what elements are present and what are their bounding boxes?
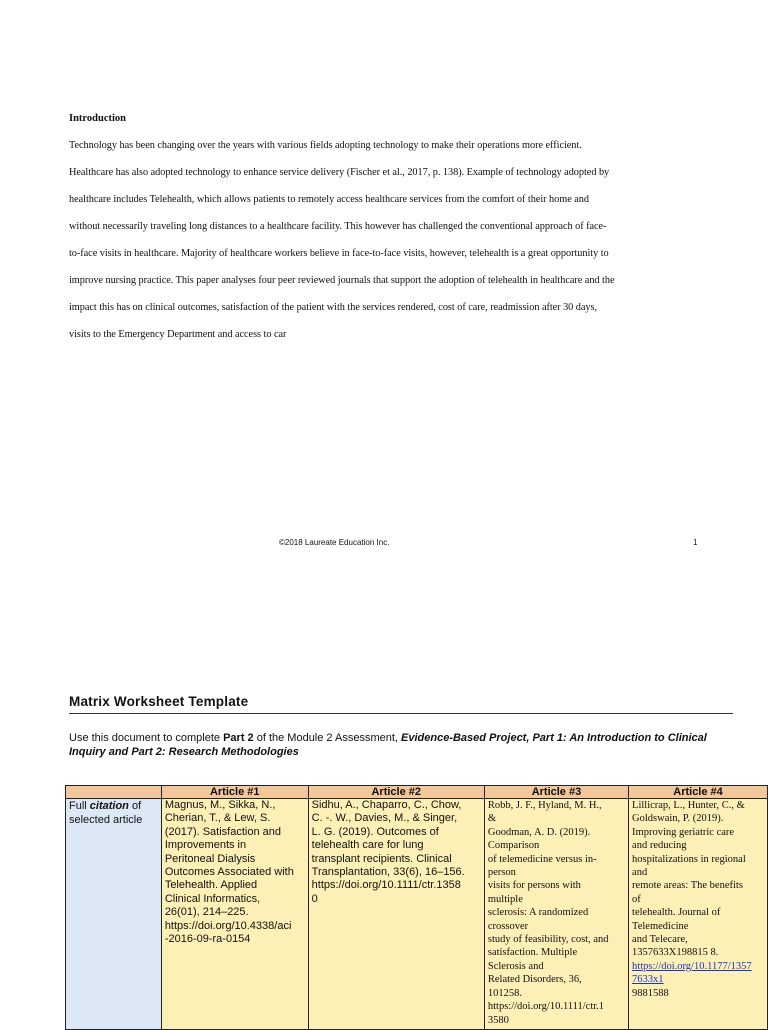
citation-line: study of feasibility, cost, and <box>487 934 609 946</box>
citation-line: telehealth care for lung <box>311 839 424 852</box>
article-4-header: Article #4 <box>629 786 768 799</box>
matrix-table <box>65 785 768 1030</box>
citation-line: telehealth. Journal of <box>632 907 721 919</box>
citation-line: Telehealth. Applied <box>164 879 258 892</box>
footer-copyright: ©2018 Laureate Education Inc. <box>279 538 390 547</box>
matrix-header-row <box>66 786 768 799</box>
citation-line: and reducing <box>632 840 687 852</box>
citation-line: sclerosis: A randomized <box>487 907 589 919</box>
citation-line: 0 <box>311 892 318 905</box>
doi-link[interactable]: 7633x1 <box>632 974 664 986</box>
citation-line: of telemedicine versus in- <box>487 853 597 865</box>
article-2-header: Article #2 <box>308 786 484 799</box>
intro-line: Technology has been changing over the years with various fields adopting technology to make their operations more efficient. <box>69 140 582 151</box>
citation-line: Robb, J. F., Hyland, M. H., <box>487 800 602 811</box>
instructions-prefix: Use this document to complete <box>69 732 224 744</box>
row-label-prefix: Full <box>69 800 90 812</box>
intro-line: improve nursing practice. This paper analyses four peer reviewed journals that support the adoption of telehealth in healthcare and the <box>69 275 615 286</box>
citation-line: -2016-09-ra-0154 <box>164 933 251 946</box>
citation-line: visits for persons with <box>487 880 581 892</box>
instructions-project: Evidence-Based Project, Part 1: An Introduction to Clinical Inquiry and Part 2: Research Methodologies <box>69 732 707 758</box>
citation-line: L. G. (2019). Outcomes of <box>311 825 439 838</box>
intro-line: to-face visits in healthcare. Majority of healthcare workers believe in face-to-face visits, however, telehealth is a great opportunity to <box>69 248 609 259</box>
article-3-citation[interactable] <box>484 799 628 1030</box>
title-rule <box>69 713 733 714</box>
citation-line: of <box>632 893 641 905</box>
citation-line: Peritoneal Dialysis <box>164 852 256 865</box>
footer-page-number: 1 <box>693 538 698 547</box>
intro-line: Healthcare has also adopted technology to enhance service delivery (Fischer et al., 2017, p. 138). Example of technology adopted by <box>69 167 610 178</box>
citation-line: https://doi.org/10.1111/ctr.1358 <box>311 879 461 892</box>
doi-link[interactable]: https://doi.org/10.1177/1357 <box>632 960 752 972</box>
citation-line: and <box>632 867 648 879</box>
article-3-header: Article #3 <box>484 786 628 799</box>
citation-line: Clinical Informatics, <box>164 892 261 905</box>
citation-row-label <box>66 799 162 1030</box>
article-2-citation[interactable] <box>308 799 484 1030</box>
citation-line: Improving geriatric care <box>632 826 735 838</box>
citation-line: hospitalizations in regional <box>632 853 746 865</box>
citation-line: Transplantation, 33(6), 16–156. <box>311 866 465 879</box>
citation-line: satisfaction. Multiple <box>487 947 578 959</box>
row-label-emphasis: citation <box>89 800 129 812</box>
citation-line: and Telecare, <box>632 934 688 946</box>
intro-line: healthcare includes Telehealth, which allows patients to remotely access healthcare services from the comfort of their home and <box>69 194 589 205</box>
citation-line: remote areas: The benefits <box>632 880 743 892</box>
intro-line: impact this has on clinical outcomes, satisfaction of the patient with the services rendered, cost of care, readmission after 30 days, <box>69 302 597 313</box>
citation-line: Lillicrap, L., Hunter, C., & <box>632 800 745 811</box>
citation-line: & <box>487 813 497 825</box>
instructions-middle: of the Module 2 Assessment, <box>253 732 402 744</box>
citation-line: Related Disorders, 36, <box>487 974 582 986</box>
citation-line: https://doi.org/10.1111/ctr.1 <box>487 1001 605 1013</box>
citation-line: Cherian, T., & Lew, S. <box>164 812 271 825</box>
matrix-title: Matrix Worksheet Template <box>69 694 249 709</box>
citation-line: crossover <box>487 920 529 932</box>
citation-line: Improvements in <box>164 839 247 852</box>
citation-row <box>66 799 768 1030</box>
row-label-suffix: of selected article <box>69 800 143 826</box>
citation-line: transplant recipients. Clinical <box>311 852 452 865</box>
intro-line: visits to the Emergency Department and access to car <box>69 329 287 340</box>
citation-line: Outcomes Associated with <box>164 866 294 879</box>
citation-line: Comparison <box>487 840 540 852</box>
citation-line: 1357633X198815 8. <box>632 947 719 959</box>
intro-line: without necessarily traveling long distances to a healthcare facility. This however has challenged the conventional approach of face- <box>69 221 607 232</box>
citation-line: Goodman, A. D. (2019). <box>487 826 591 838</box>
instructions <box>69 731 729 759</box>
citation-line: Magnus, M., Sikka, N., <box>164 799 276 811</box>
citation-line: 3580 <box>487 1014 509 1026</box>
citation-line: C. -. W., Davies, M., & Singer, <box>311 812 458 825</box>
citation-line: 26(01), 214–225. <box>164 906 249 919</box>
citation-line: (2017). Satisfaction and <box>164 825 281 838</box>
citation-line: Sclerosis and <box>487 960 544 972</box>
article-4-citation[interactable] <box>629 799 768 1030</box>
citation-line: 101258. <box>487 987 522 999</box>
article-1-citation[interactable] <box>161 799 308 1030</box>
intro-heading: Introduction <box>69 113 126 124</box>
citation-line: multiple <box>487 893 523 905</box>
citation-line: 9881588 <box>632 987 669 999</box>
intro-paragraph <box>69 138 729 354</box>
citation-line: Sidhu, A., Chaparro, C., Chow, <box>311 799 462 811</box>
instructions-part: Part 2 <box>223 732 254 744</box>
matrix-corner-cell <box>66 786 162 799</box>
citation-line: Telemedicine <box>632 920 689 932</box>
article-1-header: Article #1 <box>161 786 308 799</box>
citation-line: https://doi.org/10.4338/aci <box>164 919 292 932</box>
citation-line: person <box>487 867 516 879</box>
citation-line: Goldswain, P. (2019). <box>632 813 724 825</box>
